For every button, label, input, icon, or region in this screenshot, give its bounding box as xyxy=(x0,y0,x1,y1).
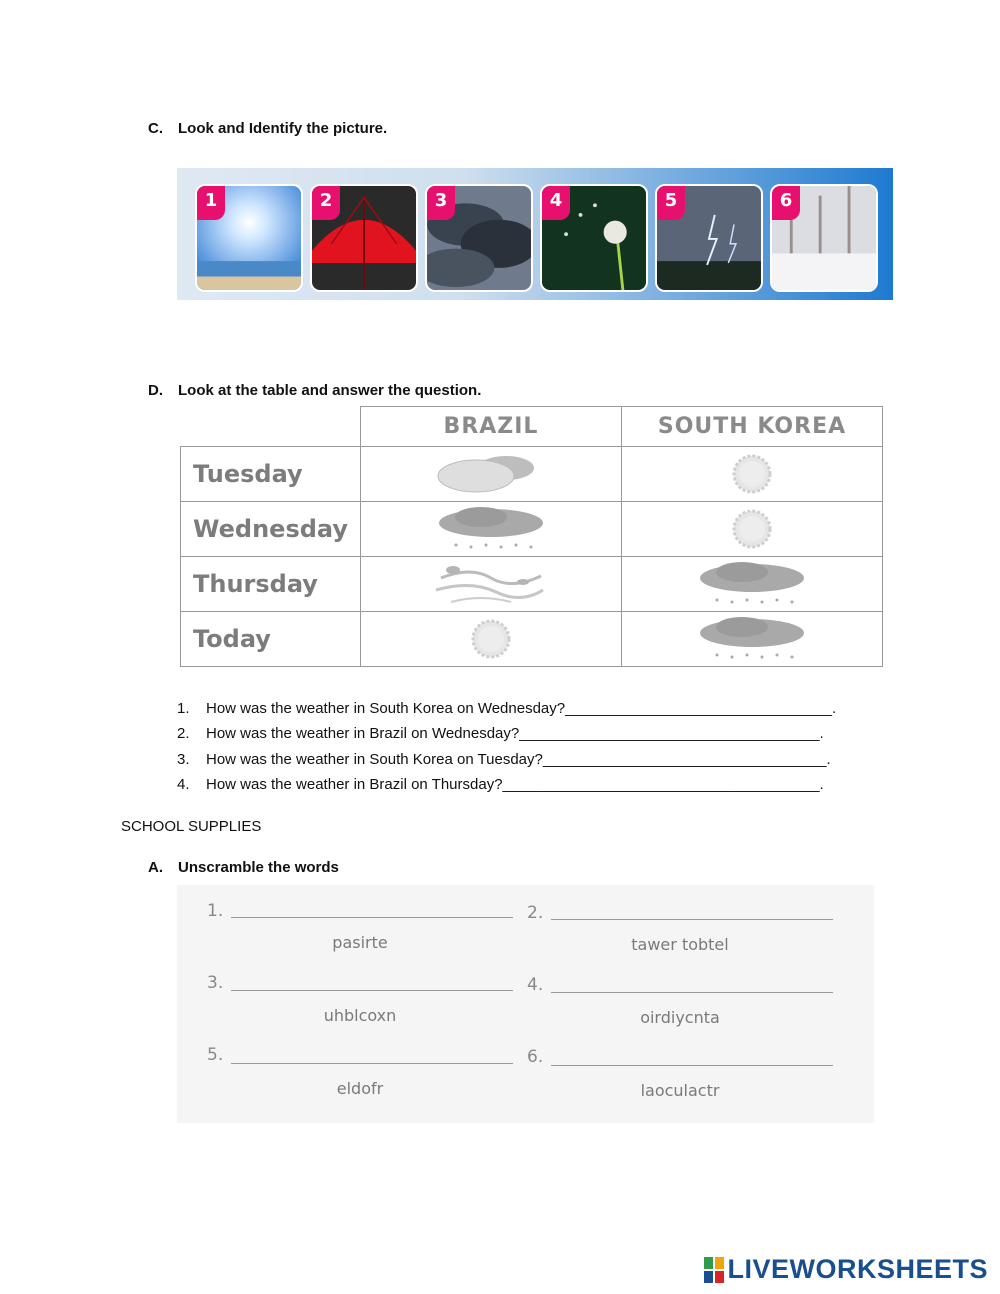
question-text: How was the weather in South Korea on Tuesday?__________________________________. xyxy=(206,751,831,768)
table-row xyxy=(181,557,883,612)
question-1[interactable] xyxy=(177,700,836,717)
sunny-icon xyxy=(726,448,778,500)
answer-line-5[interactable] xyxy=(231,1063,513,1064)
answer-line-3[interactable] xyxy=(231,990,513,991)
tile-number: 5 xyxy=(657,186,685,220)
south-korea-weather-cell xyxy=(622,502,883,557)
day-label: Tuesday xyxy=(181,447,361,502)
question-4[interactable] xyxy=(177,776,824,793)
liveworksheets-logo xyxy=(704,1254,988,1285)
table-row xyxy=(181,502,883,557)
tile-number: 3 xyxy=(427,186,455,220)
weather-picture-strip xyxy=(177,168,893,300)
question-number: 1. xyxy=(177,700,190,717)
scrambled-word: pasirte xyxy=(332,933,388,952)
question-number: 2. xyxy=(177,725,190,742)
section-c-letter: C. xyxy=(148,120,163,137)
brazil-weather-cell xyxy=(361,612,622,667)
scrambled-word: tawer tobtel xyxy=(631,935,729,954)
section-d-heading xyxy=(148,382,481,399)
south-korea-weather-cell xyxy=(622,612,883,667)
south-korea-weather-cell xyxy=(622,557,883,612)
unscramble-number: 6. xyxy=(527,1047,544,1067)
answer-line-1[interactable] xyxy=(231,917,513,918)
rainy-icon xyxy=(692,615,812,663)
unscramble-number: 2. xyxy=(527,903,544,923)
day-label: Thursday xyxy=(181,557,361,612)
rainy-icon xyxy=(692,560,812,608)
liveworksheets-logo-icon xyxy=(704,1257,724,1283)
weather-table xyxy=(180,406,883,667)
unscramble-number: 3. xyxy=(207,973,224,993)
header-south-korea: SOUTH KOREA xyxy=(622,407,883,447)
table-row xyxy=(181,612,883,667)
tile-number: 6 xyxy=(772,186,800,220)
day-label: Wednesday xyxy=(181,502,361,557)
unscramble-number: 4. xyxy=(527,975,544,995)
tile-number: 1 xyxy=(197,186,225,220)
table-corner xyxy=(181,407,361,447)
scrambled-word: laoculactr xyxy=(640,1081,720,1100)
weather-picture-5 xyxy=(655,184,763,292)
answer-line-6[interactable] xyxy=(551,1065,833,1066)
question-3[interactable] xyxy=(177,751,831,768)
cloudy-icon xyxy=(431,450,551,498)
unscramble-number: 5. xyxy=(207,1045,224,1065)
section-a-title: Unscramble the words xyxy=(178,859,339,876)
weather-picture-3 xyxy=(425,184,533,292)
question-text: How was the weather in South Korea on Wednesday?________________________________. xyxy=(206,700,837,717)
header-brazil: BRAZIL xyxy=(361,407,622,447)
brazil-weather-cell xyxy=(361,557,622,612)
day-label: Today xyxy=(181,612,361,667)
sunny-icon xyxy=(465,613,517,665)
question-2[interactable] xyxy=(177,725,824,742)
section-d-title: Look at the table and answer the question. xyxy=(178,382,482,399)
scrambled-word: eldofr xyxy=(336,1079,384,1098)
tile-number: 4 xyxy=(542,186,570,220)
section-d-letter: D. xyxy=(148,382,163,399)
tile-number: 2 xyxy=(312,186,340,220)
unscramble-number: 1. xyxy=(207,901,224,921)
table-row xyxy=(181,447,883,502)
brazil-weather-cell xyxy=(361,502,622,557)
weather-picture-6 xyxy=(770,184,878,292)
table-header-row xyxy=(181,407,883,447)
question-text: How was the weather in Brazil on Wednesday?____________________________________. xyxy=(206,725,824,742)
section-a-heading xyxy=(148,859,339,876)
weather-picture-1 xyxy=(195,184,303,292)
weather-picture-4 xyxy=(540,184,648,292)
unscramble-box xyxy=(177,885,874,1123)
logo-text: LIVEWORKSHEETS xyxy=(727,1254,988,1284)
section-a-letter: A. xyxy=(148,859,163,876)
school-supplies-title: SCHOOL SUPPLIES xyxy=(121,818,262,835)
weather-picture-2 xyxy=(310,184,418,292)
answer-line-4[interactable] xyxy=(551,992,833,993)
scrambled-word: uhblcoxn xyxy=(323,1006,397,1025)
section-c-heading xyxy=(148,120,387,137)
answer-line-2[interactable] xyxy=(551,919,833,920)
question-number: 3. xyxy=(177,751,190,768)
question-number: 4. xyxy=(177,776,190,793)
sunny-icon xyxy=(726,503,778,555)
brazil-weather-cell xyxy=(361,447,622,502)
windy-icon xyxy=(431,560,551,608)
scrambled-word: oirdiycnta xyxy=(640,1008,720,1027)
south-korea-weather-cell xyxy=(622,447,883,502)
rainy-icon xyxy=(431,505,551,553)
section-c-title: Look and Identify the picture. xyxy=(178,120,388,137)
question-text: How was the weather in Brazil on Thursday?______________________________________. xyxy=(206,776,824,793)
